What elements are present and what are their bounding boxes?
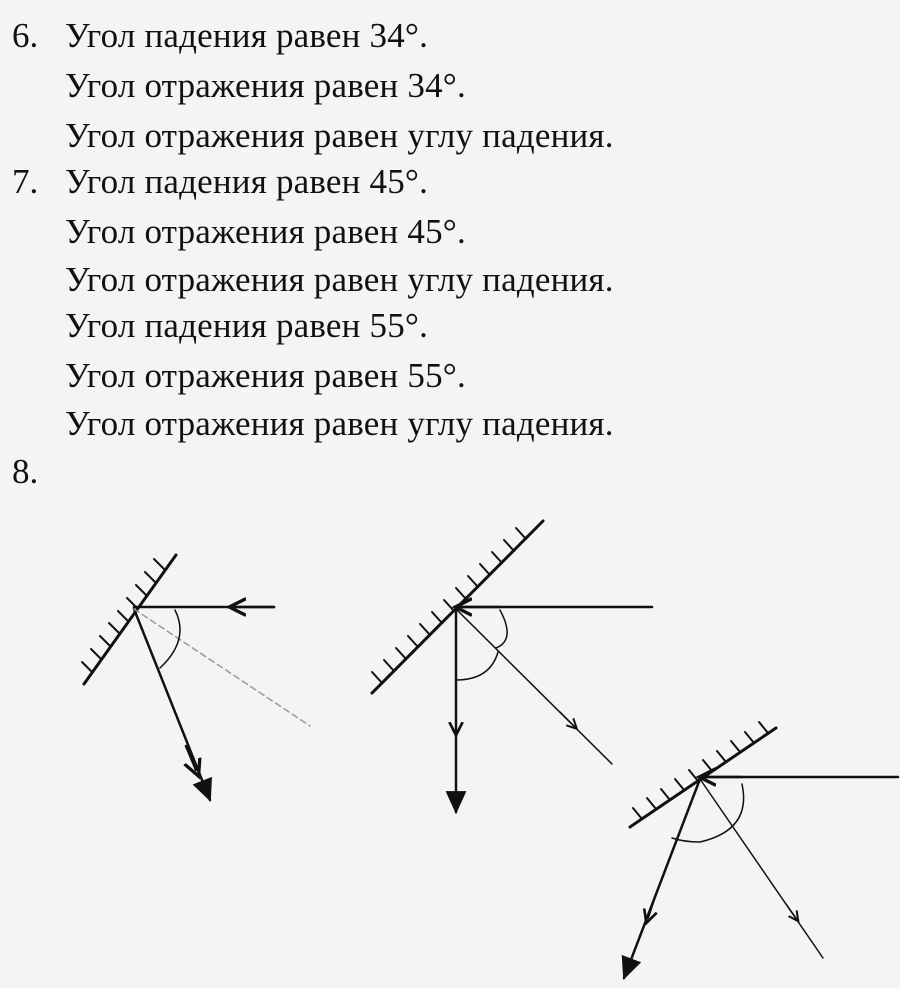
answer-7-line-3: Угол отражения равен углу падения.	[65, 260, 614, 299]
mirror-hatching	[372, 528, 526, 683]
mirror-line	[84, 555, 176, 684]
answer-number-7: 7.	[12, 162, 39, 201]
normal-line-mark	[786, 904, 796, 918]
reflection-diagram-2	[372, 521, 652, 812]
reflection-diagram-3	[624, 722, 898, 978]
answer-7-line-1: Угол падения равен 45°.	[65, 162, 429, 201]
answer-6-line-2: Угол отражения равен 34°.	[65, 66, 466, 105]
answer-number-8: 8.	[12, 452, 39, 491]
normal-line	[456, 609, 612, 764]
normal-line-mark	[560, 712, 574, 726]
reflected-ray	[624, 779, 700, 978]
reflection-diagram-1	[82, 555, 310, 800]
angle-arc-lower	[456, 652, 498, 680]
answer-7-line-4: Угол падения равен 55°.	[65, 306, 429, 345]
answer-7-line-6: Угол отражения равен углу падения.	[65, 404, 614, 443]
angle-arc-upper	[496, 610, 507, 648]
answer-7-line-5: Угол отражения равен 55°.	[65, 356, 466, 395]
normal-line	[700, 779, 823, 958]
mirror-hatching	[633, 722, 768, 819]
answer-6-line-1: Угол падения равен 34°.	[65, 16, 429, 55]
answer-7-line-2: Угол отражения равен 45°.	[65, 212, 466, 251]
reflected-ray	[134, 609, 210, 800]
answer-6-line-3: Угол отражения равен углу падения.	[65, 116, 614, 155]
answer-number-6: 6.	[12, 16, 39, 55]
reflected-ray-mark	[648, 900, 654, 918]
angle-arc	[160, 610, 180, 668]
